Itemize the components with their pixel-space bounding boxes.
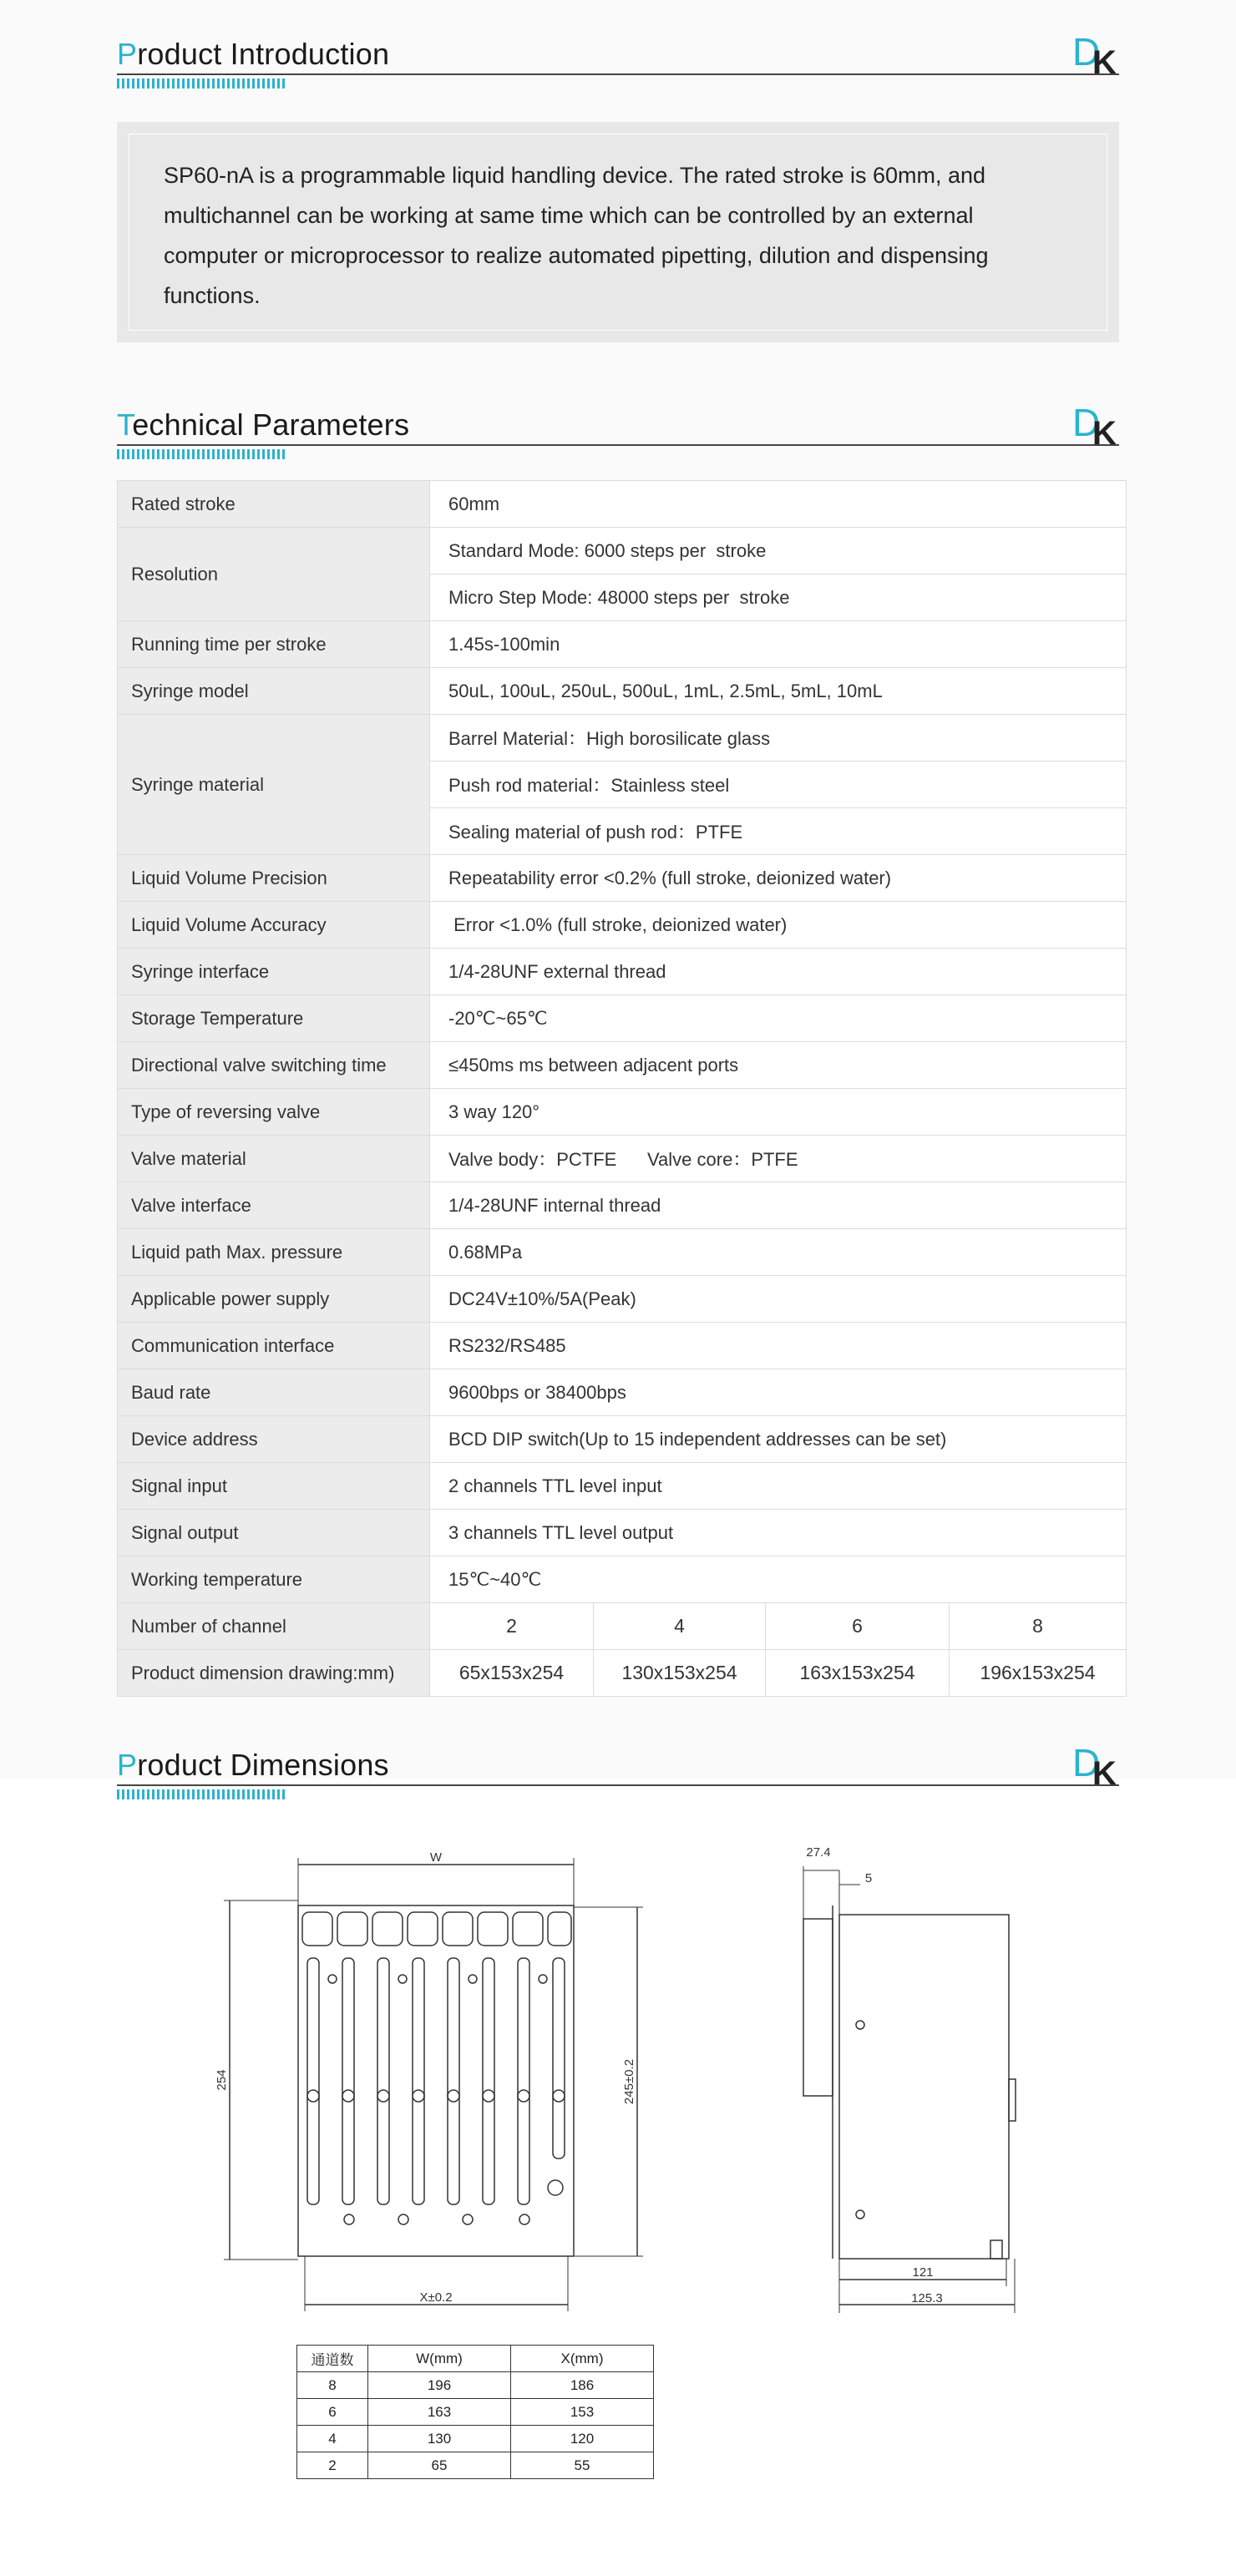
- param-label: Storage Temperature: [118, 995, 430, 1042]
- param-value: RS232/RS485: [430, 1323, 1127, 1369]
- param-label: Communication interface: [118, 1323, 430, 1369]
- param-label: Syringe model: [118, 668, 430, 715]
- small-table-cell: 153: [511, 2399, 654, 2426]
- param-value: -20℃~65℃: [430, 995, 1127, 1042]
- side-view-drawing: [803, 1866, 1016, 2313]
- param-value: Push rod material：Stainless steel: [430, 762, 1127, 808]
- param-value: 1.45s-100min: [430, 621, 1127, 668]
- param-row: [118, 621, 1127, 668]
- dk-logo-icon: [1072, 402, 1119, 446]
- param-value: ≤450ms ms between adjacent ports: [430, 1042, 1127, 1089]
- param-value: Valve body：PCTFE Valve core：PTFE: [430, 1136, 1127, 1182]
- param-row: [118, 1136, 1127, 1182]
- param-row: [118, 1182, 1127, 1229]
- param-row: [118, 1042, 1127, 1089]
- param-row: [118, 1276, 1127, 1323]
- small-table-cell: 186: [511, 2372, 654, 2399]
- dim-height-label: 254: [215, 2069, 229, 2091]
- param-value: Micro Step Mode: 48000 steps per stroke: [430, 574, 1127, 621]
- dim-w-label: W: [429, 1850, 443, 1865]
- tech-title: Technical Parameters: [117, 407, 410, 442]
- small-table-cell: 163: [368, 2399, 511, 2426]
- param-value: 15℃~40℃: [430, 1556, 1127, 1603]
- svg-text:D: D: [1072, 402, 1101, 444]
- dimension-value: 196x153x254: [950, 1650, 1127, 1697]
- param-row: [118, 1369, 1127, 1416]
- param-value: 0.68MPa: [430, 1229, 1127, 1276]
- param-row: [118, 528, 1127, 574]
- small-table-header-cell: 通道数: [297, 2346, 368, 2372]
- front-view-drawing: [224, 1858, 643, 2311]
- small-table-header-cell: W(mm): [368, 2346, 511, 2372]
- section-tick-decoration: [117, 78, 287, 89]
- dk-logo-icon: [1072, 1743, 1119, 1786]
- param-label: Syringe material: [118, 715, 430, 855]
- param-label: Applicable power supply: [118, 1276, 430, 1323]
- svg-text:K: K: [1092, 1755, 1117, 1786]
- technical-parameters-table: [117, 480, 1127, 1697]
- param-row: [118, 668, 1127, 715]
- param-label: Baud rate: [118, 1369, 430, 1416]
- param-value: Sealing material of push rod：PTFE: [430, 808, 1127, 855]
- param-value: 9600bps or 38400bps: [430, 1369, 1127, 1416]
- param-label: Working temperature: [118, 1556, 430, 1603]
- dimension-value: 130x153x254: [594, 1650, 766, 1697]
- param-label: Type of reversing valve: [118, 1089, 430, 1136]
- intro-title: Product Introduction: [117, 37, 390, 71]
- small-table-header-cell: X(mm): [511, 2346, 654, 2372]
- param-row: [118, 1416, 1127, 1463]
- syringe-channels: [302, 1912, 571, 2224]
- param-label: Liquid path Max. pressure: [118, 1229, 430, 1276]
- param-value: Repeatability error <0.2% (full stroke, deionized water): [430, 855, 1127, 902]
- tech-section-header: [117, 402, 1119, 466]
- intro-text: SP60-nA is a programmable liquid handling device. The rated stroke is 60mm, and multichannel can be working at same time which can be controlled by an external computer or microprocessor to realize automated pipetting, dilution and dispensing functions.: [164, 163, 989, 308]
- dim-inner-height-label: 245±0.2: [622, 2058, 636, 2105]
- svg-text:K: K: [1092, 415, 1117, 446]
- small-table-cell: 8: [297, 2372, 368, 2399]
- param-row: [118, 1510, 1127, 1556]
- section-divider: [117, 1784, 1119, 1786]
- param-row: [118, 995, 1127, 1042]
- param-label: Directional valve switching time: [118, 1042, 430, 1089]
- param-label: Rated stroke: [118, 481, 430, 528]
- param-value: Barrel Material：High borosilicate glass: [430, 715, 1127, 762]
- param-row: [118, 1556, 1127, 1603]
- param-row: [118, 949, 1127, 995]
- channel-count: 6: [766, 1603, 950, 1650]
- param-label: Liquid Volume Accuracy: [118, 902, 430, 949]
- param-value: 3 way 120°: [430, 1089, 1127, 1136]
- param-value: Standard Mode: 6000 steps per stroke: [430, 528, 1127, 574]
- small-table-cell: 2: [297, 2452, 368, 2479]
- param-label: Syringe interface: [118, 949, 430, 995]
- param-row: [118, 1463, 1127, 1510]
- section-tick-decoration: [117, 449, 287, 459]
- param-row: [118, 855, 1127, 902]
- param-value: Error <1.0% (full stroke, deionized water): [430, 902, 1127, 949]
- param-value: 60mm: [430, 481, 1127, 528]
- section-tick-decoration: [117, 1789, 287, 1799]
- param-value: 1/4-28UNF external thread: [430, 949, 1127, 995]
- param-row: [118, 715, 1127, 762]
- channel-count: 2: [430, 1603, 594, 1650]
- small-table-cell: 6: [297, 2399, 368, 2426]
- dimension-row: [118, 1650, 1127, 1697]
- param-row: [118, 481, 1127, 528]
- param-label: Valve material: [118, 1136, 430, 1182]
- dimension-value: 65x153x254: [430, 1650, 594, 1697]
- section-divider: [117, 444, 1119, 446]
- param-label: Device address: [118, 1416, 430, 1463]
- dim-side-top-label: 27.4: [806, 1845, 831, 1860]
- small-table-cell: 120: [511, 2426, 654, 2452]
- param-row: [118, 1229, 1127, 1276]
- param-value: BCD DIP switch(Up to 15 independent addresses can be set): [430, 1416, 1127, 1463]
- svg-text:D: D: [1072, 32, 1101, 73]
- param-row: [118, 902, 1127, 949]
- small-table-cell: 196: [368, 2372, 511, 2399]
- channel-dimension-table: [296, 2345, 654, 2479]
- small-table-row: [297, 2399, 654, 2426]
- param-row: [118, 1089, 1127, 1136]
- dims-title: Product Dimensions: [117, 1748, 389, 1782]
- param-label: Running time per stroke: [118, 621, 430, 668]
- channel-count: 4: [594, 1603, 766, 1650]
- small-table-cell: 65: [368, 2452, 511, 2479]
- param-value: 2 channels TTL level input: [430, 1463, 1127, 1510]
- dk-logo-icon: [1072, 32, 1119, 75]
- param-label: Signal input: [118, 1463, 430, 1510]
- param-label: Resolution: [118, 528, 430, 621]
- small-table-cell: 4: [297, 2426, 368, 2452]
- dim-side-depth2-label: 125.3: [911, 2291, 943, 2305]
- svg-text:K: K: [1092, 44, 1117, 75]
- small-table-cell: 55: [511, 2452, 654, 2479]
- param-value: 3 channels TTL level output: [430, 1510, 1127, 1556]
- dimension-value: 163x153x254: [766, 1650, 950, 1697]
- small-table-row: [297, 2452, 654, 2479]
- channel-count: 8: [950, 1603, 1127, 1650]
- param-row: [118, 1323, 1127, 1369]
- svg-text:D: D: [1072, 1743, 1101, 1784]
- intro-box: [117, 122, 1119, 342]
- param-label: Liquid Volume Precision: [118, 855, 430, 902]
- channel-label: Number of channel: [118, 1603, 430, 1650]
- small-table-row: [297, 2372, 654, 2399]
- dim-side-depth1-label: 121: [912, 2265, 934, 2280]
- param-value: 50uL, 100uL, 250uL, 500uL, 1mL, 2.5mL, 5mL, 10mL: [430, 668, 1127, 715]
- small-table-header: [297, 2346, 654, 2372]
- intro-section-header: [117, 32, 1119, 95]
- dim-x-label: X±0.2: [419, 2290, 453, 2305]
- param-value: DC24V±10%/5A(Peak): [430, 1276, 1127, 1323]
- dim-side-offset-label: 5: [864, 1871, 873, 1885]
- param-value: 1/4-28UNF internal thread: [430, 1182, 1127, 1229]
- small-table-cell: 130: [368, 2426, 511, 2452]
- dims-section-header: [117, 1743, 1119, 1806]
- dimension-label: Product dimension drawing:mm): [118, 1650, 430, 1697]
- section-divider: [117, 73, 1119, 75]
- channel-row: [118, 1603, 1127, 1650]
- param-label: Signal output: [118, 1510, 430, 1556]
- small-table-row: [297, 2426, 654, 2452]
- param-label: Valve interface: [118, 1182, 430, 1229]
